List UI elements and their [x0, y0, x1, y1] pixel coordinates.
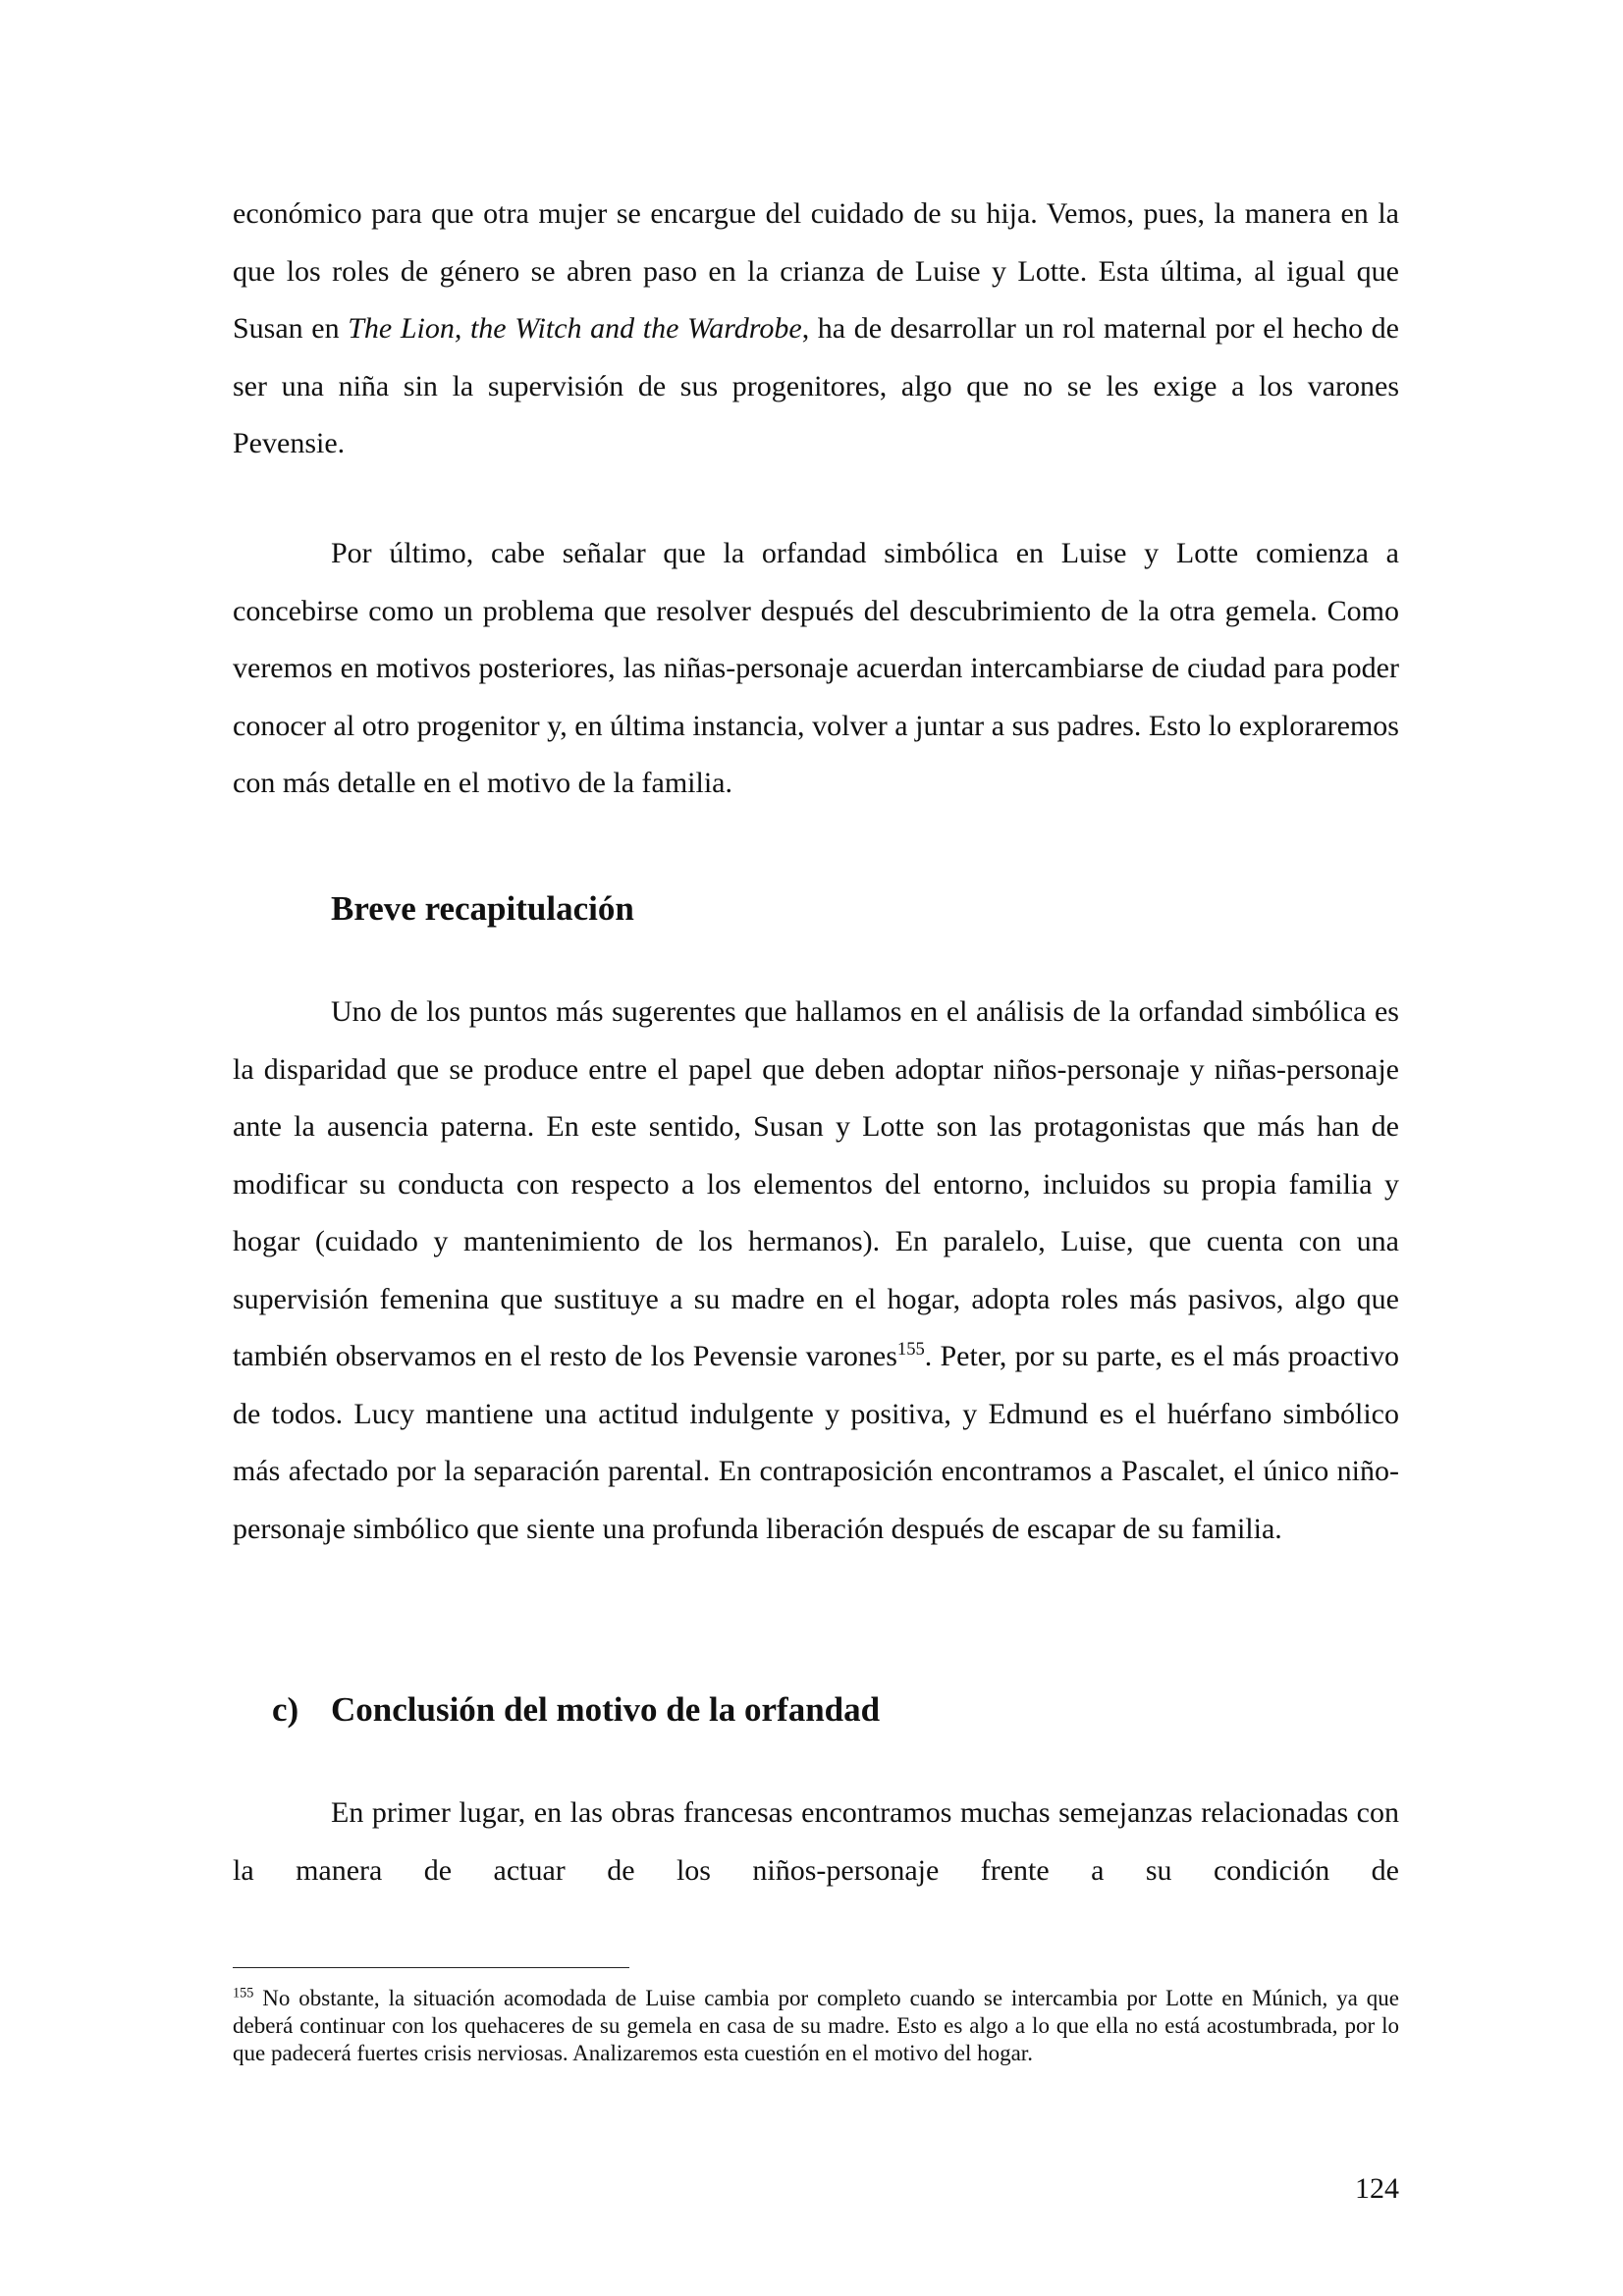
footnote-text: No obstante, la situación acomodada de Luise cambia por completo cuando se intercambia por Lotte en Múnich, ya que deberá continuar con los quehaceres de su gemela en casa de su madre. Esto es algo a lo que ella no está acostumbrada, por lo que padecerá fuertes crisis nerviosas. Analizaremos esta cuestión en el motivo del hogar.	[233, 1986, 1399, 2065]
paragraph-continuation	[233, 186, 1399, 473]
heading-conclusion-orfandad	[272, 1689, 881, 1731]
page-number: 124	[1355, 2172, 1399, 2205]
paragraph-3: Uno de los puntos más sugerentes que hallamos en el análisis de la orfandad simbólica es la disparidad que se produce entre el papel que deben adoptar niños-personaje y niñas-personaje ante la ausencia paterna. En este sentido, Susan y Lotte son las protagonistas que más han de modificar su conducta con respecto a los elementos del entorno, incluidos su propia familia y hogar (cuidado y mantenimiento de los hermanos). En paralelo, Luise, que cuenta con una supervisión femenina que sustituye a su madre en el hogar, adopta roles más pasivos, algo que también observamos en el resto de los Pevensie varones$^{155}$. Peter, por su parte, es el más proactivo de todos. Lucy mantiene una actitud indulgente y positiva, y Edmund es el huérfano simbólico más afectado por la separación parental. En contraposición encontramos a Pascalet, el único niño-personaje simbólico que siente una profunda liberación después de escapar de su familia.	[233, 995, 1399, 1545]
paragraph-orfandad-simbolica	[233, 525, 1399, 813]
paragraph-primer-lugar	[233, 1785, 1399, 1899]
footnote-number: 155	[233, 1985, 254, 2002]
section-letter: c)	[272, 1690, 299, 1729]
section-title: Conclusión del motivo de la orfandad	[331, 1690, 881, 1729]
heading-breve-recapitulacion: Breve recapitulación	[331, 889, 634, 928]
paragraph-recapitulacion	[233, 984, 1399, 1558]
paragraph-1: económico para que otra mujer se encargue del cuidado de su hija. Vemos, pues, la manera en la que los roles de género se abren paso en la crianza de Luise y Lotte. Esta última, al igual que Susan en The Lion, the Witch and the Wardrobe, ha de desarrollar un rol maternal por el hecho de ser una niña sin la supervisión de sus progenitores, algo que no se les exige a los varones Pevensie.	[233, 197, 1400, 459]
book-title-italic: The Lion, the Witch and the Wardrobe	[348, 312, 802, 345]
footnote-divider	[233, 1967, 629, 1968]
paragraph-2: Por último, cabe señalar que la orfandad simbólica en Luise y Lotte comienza a concebirse como un problema que resolver después del descubrimiento de la otra gemela. Como veremos en motivos posteriores, las niñas-personaje acuerdan intercambiarse de ciudad para poder conocer al otro progenitor y, en última instancia, volver a juntar a sus padres. Esto lo exploraremos con más detalle en el motivo de la familia.	[233, 537, 1399, 799]
paragraph-4: En primer lugar, en las obras francesas encontramos muchas semejanzas relacionadas con la manera de actuar de los niños-personaje frente a su condición de	[233, 1796, 1399, 1887]
footnote-reference: 155	[896, 1339, 925, 1360]
footnote-155	[233, 1985, 1399, 2067]
